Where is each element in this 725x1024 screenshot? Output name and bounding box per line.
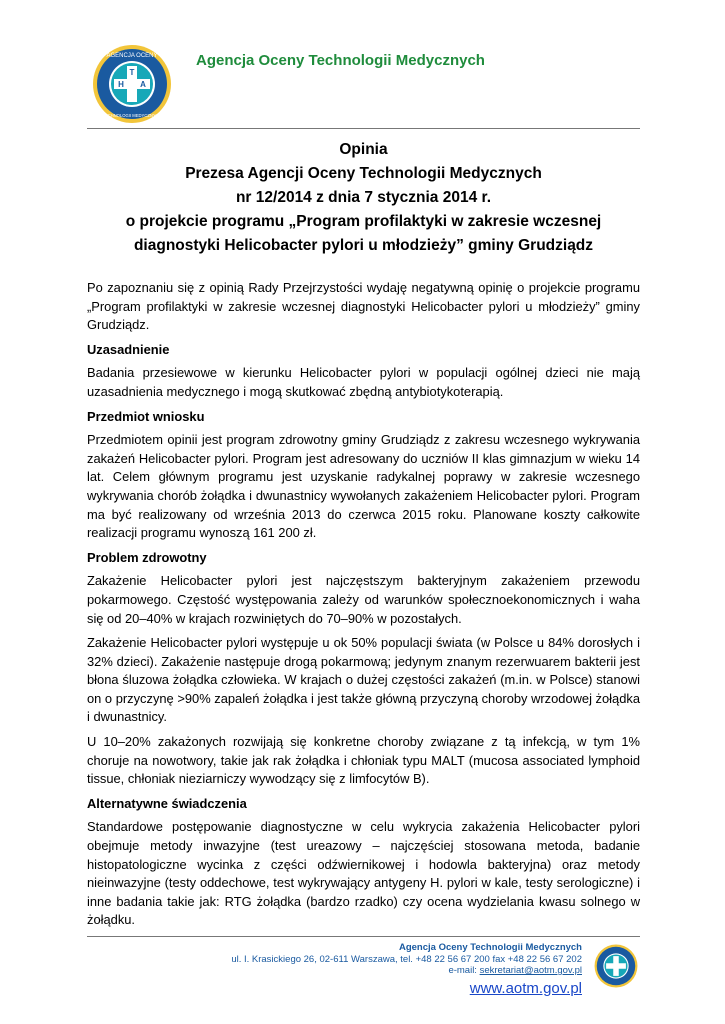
footer-email-label: e-mail: bbox=[448, 965, 477, 976]
przedmiot-paragraph: Przedmiotem opinii jest program zdrowotny gminy Grudziądz z zakresu wczesnego wykrywania zakażeń Helicobacter pylori. Program jest adresowany do uczniów II klas gimnazjum w wieku 14 lat. Celem głównym programu jest uzyskanie radykalnej poprawy w zakresie wczesnego wykrywania chorób żołądka i dwunastnicy wywołanych zakażeniem Helicobacter pylori. Program ma być realizowany od września 2013 do czerwca 2015 roku. Planowane koszty całkowite realizacji programu wynoszą 161 200 zł. bbox=[87, 432, 640, 541]
logo-text-top: AGENCJA OCENY bbox=[106, 53, 158, 59]
document-body bbox=[87, 279, 640, 936]
footer-email-link[interactable]: sekretariat@aotm.gov.pl bbox=[479, 965, 582, 976]
footer-website-link[interactable]: www.aotm.gov.pl bbox=[469, 979, 582, 997]
heading-przedmiot-wniosku: Przedmiot wniosku bbox=[87, 408, 205, 424]
footer-agency-name: Agencja Oceny Technologii Medycznych bbox=[398, 942, 582, 953]
logo-letter-a: A bbox=[140, 80, 146, 89]
alternatywne-paragraph: Standardowe postępowanie diagnostyczne w celu wykrycia zakażenia Helicobacter pylori obejmuje metody inwazyjne (test ureazowy – najczęściej stosowana metoda, badanie histopatologiczne wycinka z części odźwiernikowej i hodowla bakteryjna) oraz metody nieinwazyjne (testy oddechowe, test wykrywający antygeny H. pylori w kale, testy serologiczne) i inne badania takie jak: RTG żołądka (bardzo rzadko) czy ocena wydzielania kwasu solnego w żołądku. bbox=[87, 819, 640, 928]
heading-alternatywne-swiadczenia: Alternatywne świadczenia bbox=[87, 795, 247, 811]
uzasadnienie-paragraph: Badania przesiewowe w kierunku Helicobacter pylori w populacji ogólnej dzieci nie mają uzasadnienia medycznego i mogą skutkować zbędną antybiotykoterapią. bbox=[87, 365, 640, 399]
intro-paragraph: Po zapoznaniu się z opinią Rady Przejrzystości wydaję negatywną opinię o projekcie programu „Program profilaktyki w zakresie wczesnej diagnostyki Helicobacter pylori u młodzieży” gminy Grudziądz. bbox=[87, 280, 640, 333]
logo-letter-h: H bbox=[118, 80, 124, 89]
title-line-3: nr 12/2014 z dnia 7 stycznia 2014 r. bbox=[235, 189, 492, 206]
agency-name: Agencja Oceny Technologii Medycznych bbox=[196, 52, 485, 69]
logo-letter-t: T bbox=[129, 68, 135, 77]
logo-text-bottom: TECHNOLOGII MEDYCZNYCH bbox=[102, 113, 162, 118]
document-title bbox=[87, 138, 640, 258]
footer-email-line bbox=[231, 965, 582, 977]
title-line-2: Prezesa Agencji Oceny Technologii Medycznych bbox=[185, 165, 542, 182]
title-line-4: o projekcie programu „Program profilaktyki w zakresie wczesnej bbox=[125, 213, 602, 230]
title-line-1: Opinia bbox=[339, 141, 388, 158]
heading-uzasadnienie: Uzasadnienie bbox=[87, 341, 170, 357]
aotm-logo bbox=[92, 44, 172, 124]
problem-paragraph-2: Zakażenie Helicobacter pylori występuje u ok 50% populacji świata (w Polsce u 84% dorosłych i 32% dzieci). Zakażenie następuje drogą pokarmową; jedynym znanym rezerwuarem bakterii jest błona śluzowa żołądka człowieka. W krajach o dużej częstości zakażeń (m.in. w Polsce) stanowi on o przyczynę >90% zapaleń żołądka i jest także główną przyczyną choroby wrzodowej żołądka i dwunastnicy. bbox=[87, 635, 640, 725]
footer-address: ul. I. Krasickiego 26, 02-611 Warszawa, tel. +48 22 56 67 200 fax +48 22 56 67 202 bbox=[231, 953, 582, 965]
footer-contact bbox=[231, 942, 582, 998]
aotm-logo-small bbox=[594, 944, 638, 988]
footer-divider bbox=[87, 936, 640, 937]
footer-website-line bbox=[231, 980, 582, 998]
problem-paragraph-1: Zakażenie Helicobacter pylori jest najczęstszym bakteryjnym zakażeniem przewodu pokarmowego. Częstość występowania zależy od warunków społecznoekonomicznych i waha się od 20–40% w krajach rozwiniętych do 70–90% w pozostałych. bbox=[87, 573, 640, 626]
problem-paragraph-3: U 10–20% zakażonych rozwijają się konkretne choroby związane z tą infekcją, w tym 1% choruje na nowotwory, takie jak rak żołądka i chłoniak typu MALT (mucosa associated lymphoid tissue, chłoniak nieziarniczy wywodzący się z limfocytów B). bbox=[87, 734, 640, 787]
heading-problem-zdrowotny: Problem zdrowotny bbox=[87, 549, 207, 565]
title-line-5: diagnostyki Helicobacter pylori u młodzieży” gminy Grudziądz bbox=[133, 237, 594, 254]
header-divider bbox=[87, 128, 640, 129]
